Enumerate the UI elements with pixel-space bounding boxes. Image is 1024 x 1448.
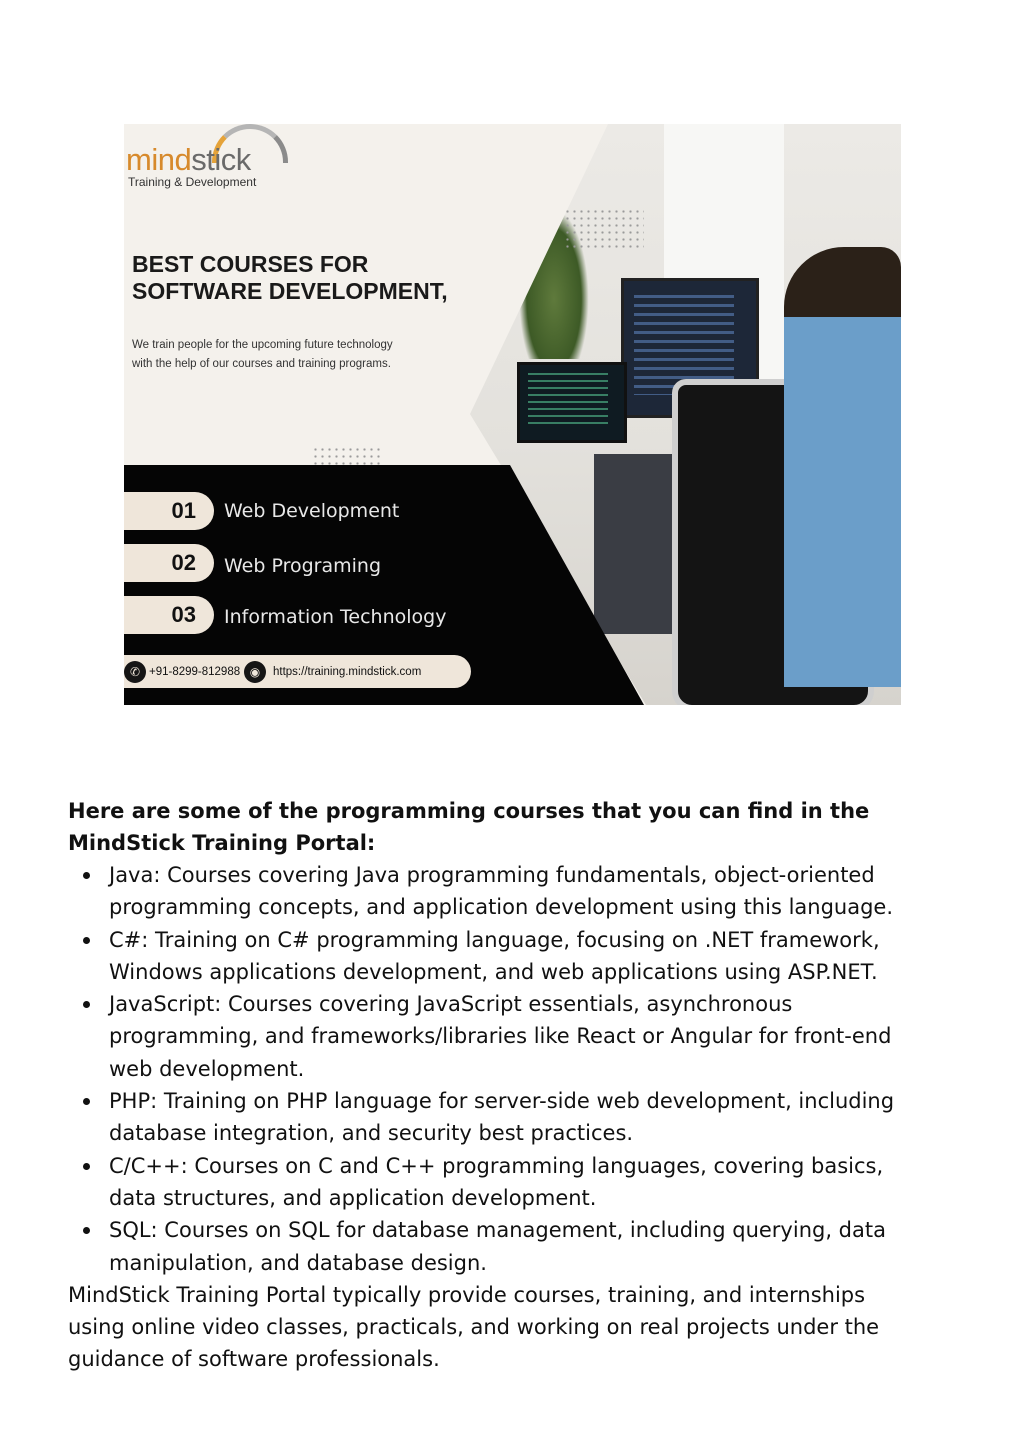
photo-person xyxy=(784,247,901,687)
monitor-code xyxy=(528,373,608,428)
headline-line-1: BEST COURSES FOR xyxy=(132,251,369,277)
bullet-icon xyxy=(83,1098,90,1105)
logo-wordmark xyxy=(126,142,251,178)
photo-monitor-small xyxy=(517,362,627,443)
contact-bar xyxy=(124,655,471,688)
article-intro: Here are some of the programming courses that you can find in the MindStick Training Portal: xyxy=(68,799,870,855)
globe-icon: ◉ xyxy=(244,661,266,683)
banner-headline xyxy=(132,251,448,305)
bullet-icon xyxy=(83,872,90,879)
bullet-icon xyxy=(83,937,90,944)
promo-banner xyxy=(124,124,901,705)
logo-stick: stick xyxy=(191,142,251,177)
course-number-badge xyxy=(124,596,214,634)
list-item-text: Java: Courses covering Java programming fundamentals, object-oriented programming concepts, and application development using this language. xyxy=(109,863,894,920)
bullet-icon xyxy=(83,1001,90,1008)
list-item-text: C/C++: Courses on C and C++ programming languages, covering basics, data structures, and application development. xyxy=(109,1153,884,1210)
list-item xyxy=(68,988,928,1085)
phone-number: +91-8299-812988 xyxy=(149,665,241,678)
subtitle-line-2: with the help of our courses and training programs. xyxy=(132,358,391,370)
list-item-text: JavaScript: Courses covering JavaScript essentials, asynchronous programming, and frameworks/libraries like React or Angular for front-end web development. xyxy=(109,992,892,1081)
mindstick-logo xyxy=(126,124,286,194)
article-body xyxy=(68,795,928,1376)
course-number-badge xyxy=(124,544,214,582)
article-outro: MindStick Training Portal typically provide courses, training, and internships using online video classes, practicals, and working on real projects under the guidance of software professionals. xyxy=(68,1282,880,1372)
contact-website xyxy=(244,655,421,688)
phone-icon: ✆ xyxy=(124,661,146,683)
logo-tagline: Training & Development xyxy=(128,175,257,189)
course-list xyxy=(68,859,928,1279)
banner-subtitle xyxy=(132,336,393,374)
course-label: Web Development xyxy=(224,500,400,522)
course-number: 01 xyxy=(171,498,196,523)
course-label: Information Technology xyxy=(224,606,447,628)
list-item xyxy=(68,859,928,924)
list-item xyxy=(68,1085,928,1150)
subtitle-line-1: We train people for the upcoming future technology xyxy=(132,339,393,351)
dot-pattern xyxy=(564,208,644,248)
bullet-icon xyxy=(83,1163,90,1170)
course-label: Web Programing xyxy=(224,555,382,577)
list-item-text: PHP: Training on PHP language for server-side web development, including database integration, and security best practices. xyxy=(109,1089,895,1146)
course-number: 02 xyxy=(171,550,196,575)
website-url: https://training.mindstick.com xyxy=(273,665,422,678)
list-item-text: C#: Training on C# programming language, focusing on .NET framework, Windows applications development, and web applications using ASP.NET. xyxy=(109,927,880,984)
headline-line-2: SOFTWARE DEVELOPMENT, xyxy=(132,278,448,304)
contact-phone xyxy=(124,655,240,688)
list-item xyxy=(68,1214,928,1279)
list-item xyxy=(68,924,928,989)
logo-mind: mind xyxy=(126,142,192,177)
course-number: 03 xyxy=(171,602,196,627)
course-number-badge xyxy=(124,492,214,530)
bullet-icon xyxy=(83,1227,90,1234)
list-item-text: SQL: Courses on SQL for database management, including querying, data manipulation, and database design. xyxy=(109,1218,886,1275)
list-item xyxy=(68,1150,928,1215)
